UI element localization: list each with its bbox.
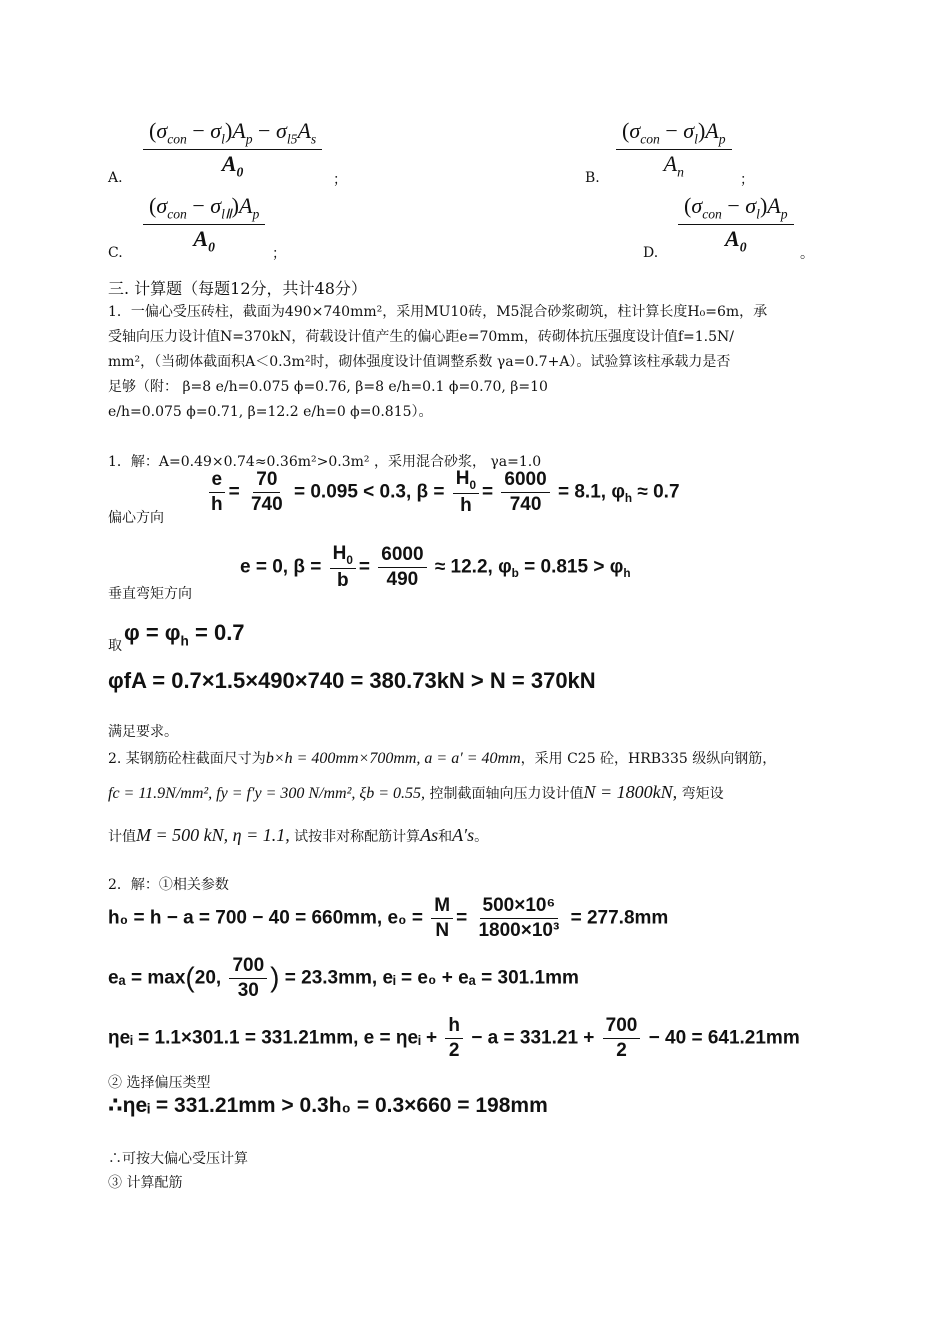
- q2-line-3: 计值M = 500 kN, η = 1.1, 试按非对称配筋计算As和A′s。: [108, 825, 489, 845]
- s1-label-perp: 垂直弯矩方向: [108, 586, 192, 602]
- option-a-formula: $\frac{(\sigma_{con} - \sigma_l)A_p - \sigma_{l5}A_s}{A_0}$: [140, 118, 325, 181]
- s2-step-3: ③ 计算配筋: [108, 1175, 183, 1191]
- s2-conclusion: ∴可按大偏心受压计算: [108, 1151, 248, 1167]
- option-c-label: C.: [108, 245, 123, 261]
- s1-eq-perp: e = 0, β = $\frac{H_0}{b}$ = $\frac{6000}{490}$ ≈ 12.2, $\varphi_b = 0.815 > \varphi_h$: [240, 543, 631, 591]
- option-a-label: A.: [108, 170, 123, 186]
- option-c-tail: ；: [272, 246, 286, 262]
- q1-line-3: mm²，（当砌体截面积A＜0.3m²时，砌体强度设计值调整系数 γa=0.7+A）。试验算该柱承载力是否: [108, 354, 731, 370]
- q1-line-4: 足够（附： β=8 e/h=0.075 ϕ=0.76, β=8 e/h=0.1 ϕ=0.70, β=10: [108, 379, 548, 395]
- q1-line-1: 1．一偏心受压砖柱，截面为490×740mm²，采用MU10砖，M5混合砂浆砌筑，柱计算长度H₀=6m，承: [108, 304, 768, 320]
- option-c-formula: $\frac{(\sigma_{con} - \sigma_{lⅡ})A_p}{A_0}$: [140, 193, 268, 256]
- s2-eq-params: h₀ = h − a = 700 − 40 = 660mm, e₀ = $\frac{M}{N}$ = $\frac{\text{500×10⁶}}{\text{1800×10³}}$ = 277.8mm: [108, 895, 669, 941]
- s2-step-2: ② 选择偏压类型: [108, 1075, 211, 1091]
- s2-eq-ea: eₐ = max(20, $\frac{700}{30}$ ) = 23.3mm, eᵢ = e₀ + eₐ = 301.1mm: [108, 955, 579, 1001]
- option-b-label: B.: [585, 170, 600, 186]
- s1-label-take: 取: [108, 638, 122, 654]
- q2-line-2: fc = 11.9N/mm², fy = f′y = 300 N/mm², ξb = 0.55, 控制截面轴向压力设计值N = 1800kN, 弯矩设: [108, 782, 724, 802]
- section-heading: 三. 计算题（每题12分，共计48分）: [108, 279, 367, 298]
- option-b-tail: ；: [740, 172, 754, 188]
- option-d-label: D.: [643, 245, 659, 261]
- s1-ok: 满足要求。: [108, 724, 178, 740]
- option-b-formula: $\frac{(\sigma_{con} - \sigma_l)A_p}{A_n}$: [613, 118, 735, 181]
- s1-eq-capacity: φfA = 0.7×1.5×490×740 = 380.73kN > N = 370kN: [108, 668, 596, 693]
- s1-line-1: 1．解：A=0.49×0.74≈0.36m²>0.3m² ，采用混合砂浆， γa=1.0: [108, 454, 542, 470]
- s2-head: 2．解：①相关参数: [108, 877, 229, 893]
- s1-eq-take: $\varphi = \varphi_h = 0.7$: [124, 620, 245, 649]
- s1-eq-eccentric: $\frac{e}{h}$ = $\frac{70}{740}$ = 0.095 < 0.3, β = $\frac{H_0}{h}$ = $\frac{6000}{740}$ = 8.1, $\varphi_h \approx 0.7$: [205, 468, 680, 517]
- option-d-tail: 。: [800, 246, 814, 262]
- q1-line-2: 受轴向压力设计值N=370kN，荷载设计值产生的偏心距e=70mm，砖砌体抗压强度设计值f=1.5N/: [108, 329, 734, 345]
- q2-line-1: 2. 某钢筋砼柱截面尺寸为b×h = 400mm×700mm, a = a′ = 40mm，采用 C25 砼，HRB335 级纵向钢筋，: [108, 750, 777, 767]
- s2-eq-eta: ηeᵢ = 1.1×301.1 = 331.21mm, e = ηeᵢ + $\frac{h}{2}$ − a = 331.21 + $\frac{700}{2}$ − 40 = 641.21mm: [108, 1015, 800, 1061]
- option-a-tail: ；: [333, 172, 347, 188]
- q1-line-5: e/h=0.075 ϕ=0.71, β=12.2 e/h=0 ϕ=0.815）。: [108, 404, 433, 420]
- s1-label-eccentric: 偏心方向: [108, 510, 164, 526]
- s2-eq-type: ∴ηeᵢ = 331.21mm > 0.3h₀ = 0.3×660 = 198mm: [108, 1094, 548, 1117]
- option-d-formula: $\frac{(\sigma_{con} - \sigma_l)A_p}{A_0}$: [675, 193, 797, 256]
